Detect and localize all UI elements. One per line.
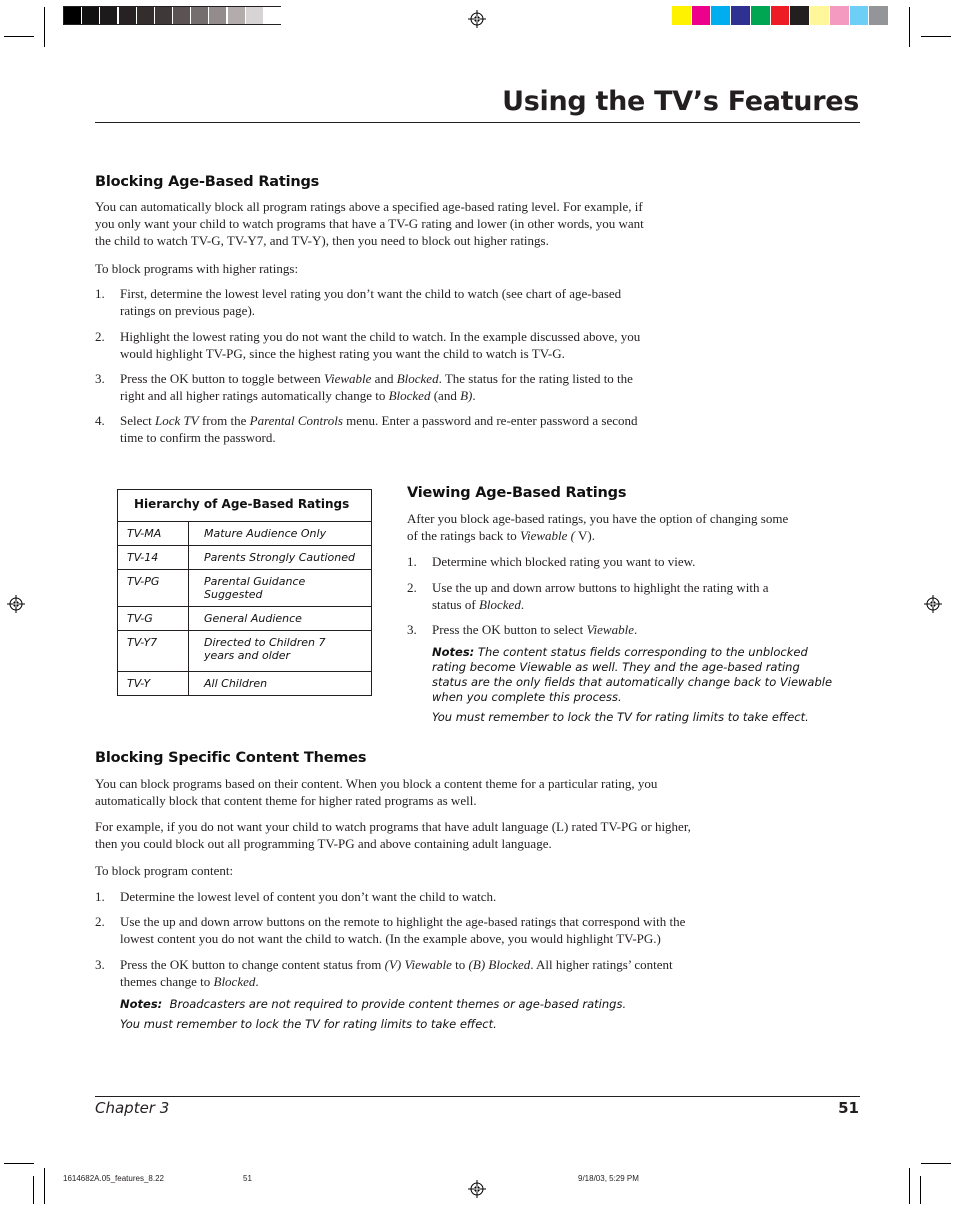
footer-chapter: Chapter 3 bbox=[95, 1099, 170, 1117]
color-swatch bbox=[672, 6, 691, 25]
section1-intro: You can automatically block all program ratings above a specified age-based rating level. For example, if you only want your child to watch programs that have a TV-G rating and lower (in other words, you want the child to watch TV-G, TV-Y7, and TV-Y), then you need to block out higher ratings. bbox=[95, 199, 644, 248]
registration-target-icon bbox=[468, 1180, 486, 1198]
gray-swatch bbox=[191, 7, 208, 24]
section3-notes: Notes: Broadcasters are not required to provide content themes or age-based ratings. You must remember to lock the TV for rating limits to take effect. bbox=[120, 997, 627, 1031]
rating-code: TV-Y7 bbox=[118, 631, 189, 672]
color-swatch bbox=[850, 6, 869, 25]
registration-target-icon bbox=[468, 10, 486, 28]
rating-description: Mature Audience Only bbox=[189, 522, 372, 546]
rating-code: TV-14 bbox=[118, 546, 189, 570]
table-row bbox=[118, 546, 372, 570]
print-slug-date: 9/18/03, 5:29 PM bbox=[578, 1174, 639, 1183]
gray-swatch bbox=[173, 7, 190, 24]
table-row bbox=[118, 631, 372, 672]
table-header: Hierarchy of Age-Based Ratings bbox=[118, 490, 372, 522]
section-heading-content-themes: Blocking Specific Content Themes bbox=[95, 750, 367, 766]
rating-code: TV-PG bbox=[118, 570, 189, 607]
table-row bbox=[118, 607, 372, 631]
gray-swatch bbox=[119, 7, 136, 24]
section3-paragraph-1: You can block programs based on their content. When you block a content theme for a particular rating, you automatically block that content theme for higher rated programs as well. bbox=[95, 776, 658, 808]
gray-swatch bbox=[246, 7, 263, 24]
gray-swatch bbox=[100, 7, 117, 24]
rating-description: General Audience bbox=[189, 607, 372, 631]
color-swatch bbox=[711, 6, 730, 25]
page-title: Using the TV’s Features bbox=[502, 86, 859, 117]
rating-description: Directed to Children 7 years and older bbox=[189, 631, 372, 672]
registration-target-icon bbox=[924, 595, 942, 613]
section1-lead: To block programs with higher ratings: bbox=[95, 261, 299, 276]
section2-intro: After you block age-based ratings, you have the option of changing some of the ratings back to Viewable ( V). bbox=[407, 511, 789, 543]
ratings-hierarchy-table bbox=[117, 489, 372, 696]
color-swatch bbox=[731, 6, 750, 25]
footer-rule bbox=[95, 1096, 860, 1097]
gray-swatch bbox=[137, 7, 154, 24]
table-row bbox=[118, 672, 372, 696]
gray-swatch bbox=[82, 7, 99, 24]
gray-swatch bbox=[64, 7, 81, 24]
section3-paragraph-2: For example, if you do not want your child to watch programs that have adult language (L) rated TV-PG or higher, then you could block out all programming TV-PG and above containing adult language. bbox=[95, 819, 691, 851]
rating-description: Parental Guidance Suggested bbox=[189, 570, 372, 607]
gray-swatch bbox=[155, 7, 172, 24]
color-swatch bbox=[790, 6, 809, 25]
grayscale-bar bbox=[63, 6, 281, 25]
section-heading-blocking-age: Blocking Age-Based Ratings bbox=[95, 174, 320, 190]
rating-description: All Children bbox=[189, 672, 372, 696]
section2-notes: Notes: The content status fields corresponding to the unblocked rating become Viewable as well. They and the age-based rating status are the only fields that automatically change back to Viewable when you complete this process. You must remember to lock the TV for rating limits to take effect. bbox=[432, 645, 833, 724]
page-number: 51 bbox=[838, 1099, 859, 1117]
table-row bbox=[118, 522, 372, 546]
gray-swatch bbox=[209, 7, 226, 24]
table-row bbox=[118, 570, 372, 607]
color-bar bbox=[672, 6, 889, 25]
rating-description: Parents Strongly Cautioned bbox=[189, 546, 372, 570]
gray-swatch bbox=[264, 7, 281, 24]
color-swatch bbox=[810, 6, 829, 25]
registration-target-icon bbox=[7, 595, 25, 613]
color-swatch bbox=[692, 6, 711, 25]
color-swatch bbox=[830, 6, 849, 25]
color-swatch bbox=[869, 6, 888, 25]
section-heading-viewing-age: Viewing Age-Based Ratings bbox=[407, 485, 627, 501]
color-swatch bbox=[771, 6, 790, 25]
print-slug-file: 1614682A.05_features_8.22 bbox=[63, 1174, 164, 1183]
title-rule bbox=[95, 122, 860, 123]
table-header-row bbox=[118, 490, 372, 522]
rating-code: TV-G bbox=[118, 607, 189, 631]
rating-code: TV-MA bbox=[118, 522, 189, 546]
rating-code: TV-Y bbox=[118, 672, 189, 696]
section3-lead: To block program content: bbox=[95, 863, 234, 878]
color-swatch bbox=[751, 6, 770, 25]
print-slug-page: 51 bbox=[243, 1174, 252, 1183]
gray-swatch bbox=[228, 7, 245, 24]
